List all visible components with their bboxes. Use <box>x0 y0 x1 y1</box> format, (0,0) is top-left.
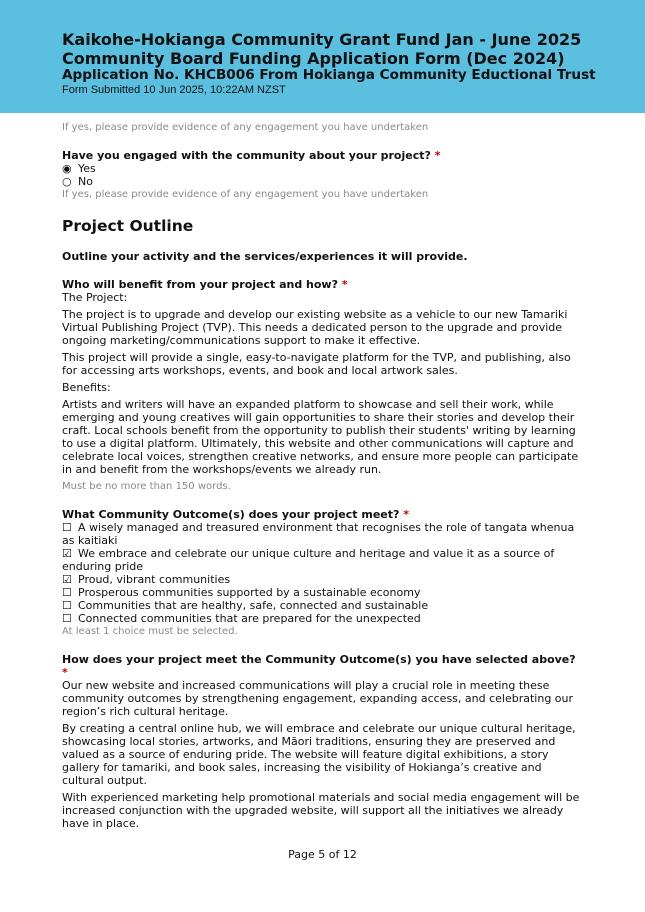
checkbox-option-symbol: ☐ <box>62 599 72 612</box>
outcomes-question: What Community Outcome(s) does your project meet? * <box>62 508 409 521</box>
radio-option-symbol: ○ <box>62 175 72 188</box>
required-mark: * <box>434 149 441 162</box>
checkbox-option <box>62 573 583 586</box>
engagement-hint-top: If yes, please provide evidence of any engagement you have undertaken <box>62 122 429 133</box>
submitted-timestamp: Form Submitted 10 Jun 2025, 10:22AM NZST <box>62 84 286 96</box>
required-mark: * <box>341 278 348 291</box>
required-mark: * <box>62 666 68 679</box>
checkbox-option-symbol: ☐ <box>62 612 72 625</box>
outcome-options <box>62 521 583 625</box>
checkbox-option <box>62 612 583 625</box>
section-subtitle: Outline your activity and the services/experiences it will provide. <box>62 250 468 263</box>
answer-paragraph: Benefits: <box>62 381 111 394</box>
checkbox-option-label: A wisely managed and treasured environment that recognises the role of tangata whenua as kaitiaki <box>62 521 575 547</box>
checkbox-option-symbol: ☑ <box>62 547 72 560</box>
engaged-question-block <box>62 149 583 201</box>
radio-option-symbol: ◉ <box>62 162 72 175</box>
checkbox-option-label: We embrace and celebrate our unique culture and heritage and value it as a source of enduring pride <box>62 547 555 573</box>
radio-option <box>62 175 583 188</box>
benefit-question: Who will benefit from your project and how? * <box>62 278 348 291</box>
answer-paragraph: With experienced marketing help promotional materials and social media engagement will be increased conjunction with the upgraded website, will support all the initiatives we already have in place. <box>62 791 580 830</box>
checkbox-option-label: Prosperous communities supported by a sustainable economy <box>78 586 421 599</box>
checkbox-option <box>62 586 583 599</box>
answer-paragraph: Our new website and increased communications will play a crucial role in meeting these community outcomes by strengthening engagement, expanding access, and celebrating our region’s rich cultural heritage. <box>62 679 574 718</box>
checkbox-option <box>62 547 583 573</box>
answer-paragraph: Artists and writers will have an expanded platform to showcase and sell their work, while emerging and young creatives will gain opportunities to share their stories and develop their craft. Local schools benefit from the opportunity to publish their students' writing by learning to use a digital platform. Ultimately, this website and other communications will capture and celebrate local voices, strengthen creative networks, and ensure more people can participate in and benefit from the workshops/events we already run. <box>62 398 579 476</box>
engaged-question: Have you engaged with the community about your project? * <box>62 149 441 162</box>
meet-answer <box>62 679 583 830</box>
answer-paragraph: The project is to upgrade and develop our existing website as a vehicle to our new Tamariki Virtual Publishing Project (TVP). This needs a dedicated person to the upgrade and provide ongoing marketing/communications support to make it effective. <box>62 308 568 347</box>
radio-option <box>62 162 583 175</box>
form-title-line1: Kaikohe-Hokianga Community Grant Fund Jan - June 2025 <box>62 30 582 49</box>
meet-question-block <box>62 653 583 830</box>
project-outline-section <box>62 216 583 263</box>
checkbox-option-label: Proud, vibrant communities <box>78 573 231 586</box>
required-mark: * <box>403 508 409 521</box>
radio-option-label: Yes <box>78 162 96 175</box>
engaged-hint: If yes, please provide evidence of any engagement you have undertaken <box>62 189 429 200</box>
checkbox-option-label: Communities that are healthy, safe, connected and sustainable <box>78 599 429 612</box>
application-number: Application No. KHCB006 From Hokianga Community Eductional Trust <box>62 67 596 83</box>
checkbox-option-symbol: ☑ <box>62 573 72 586</box>
checkbox-option <box>62 521 583 547</box>
answer-paragraph: By creating a central online hub, we will embrace and celebrate our unique cultural heritage, showcasing local stories, artworks, and Māori traditions, ensuring they are preserved and valued as a source of enduring pride. The website will feature digital exhibitions, a story gallery for tamariki, and book sales, increasing the visibility of Hokianga’s creative and cultural output. <box>62 722 576 787</box>
answer-paragraph: This project will provide a single, easy-to-navigate platform for the TVP, and publishing, also for accessing arts workshops, events, and book and local artwork sales. <box>62 351 571 377</box>
meet-question: How does your project meet the Community Outcome(s) you have selected above? * <box>62 653 576 679</box>
page-header <box>0 0 645 113</box>
checkbox-option-symbol: ☐ <box>62 586 72 599</box>
benefit-question-block <box>62 278 583 493</box>
section-title: Project Outline <box>62 217 194 235</box>
checkbox-option-symbol: ☐ <box>62 521 72 534</box>
outcomes-question-block <box>62 508 583 638</box>
page-number: Page 5 of 12 <box>288 848 357 861</box>
checkbox-option <box>62 599 583 612</box>
form-title-line2: Community Board Funding Application Form (Dec 2024) <box>62 49 565 68</box>
form-content <box>0 113 645 830</box>
answer-paragraph: The Project: <box>62 291 128 304</box>
checkbox-option-label: Connected communities that are prepared for the unexpected <box>78 612 421 625</box>
engaged-options <box>62 162 583 188</box>
radio-option-label: No <box>78 175 93 188</box>
benefit-answer <box>62 291 583 476</box>
word-limit-hint: Must be no more than 150 words. <box>62 481 231 492</box>
outcomes-hint: At least 1 choice must be selected. <box>62 626 238 637</box>
